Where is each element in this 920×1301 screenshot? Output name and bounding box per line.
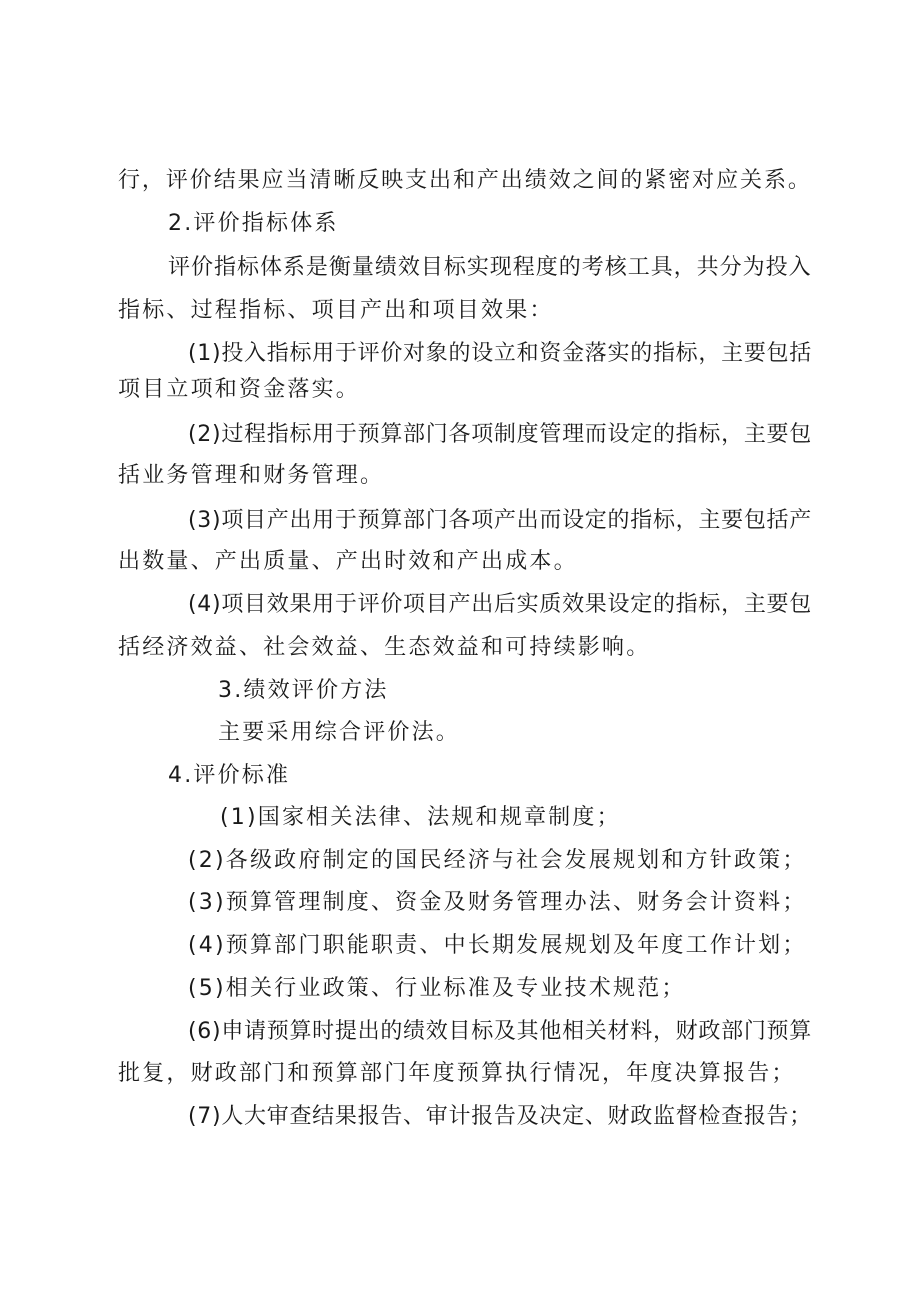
list-item: (4)项目效果用于评价项目产出后实质效果设定的指标，主要包 [188, 592, 812, 617]
list-item: (3)预算管理制度、资金及财务管理办法、财务会计资料； [188, 890, 807, 915]
list-item: (4)预算部门职能职责、中长期发展规划及年度工作计划； [188, 933, 807, 958]
list-item: (3)项目产出用于预算部门各项产出而设定的指标，主要包括产 [188, 508, 812, 533]
section-heading: 4.评价标准 [168, 763, 291, 788]
list-item: (2)各级政府制定的国民经济与社会发展规划和方针政策； [188, 848, 807, 873]
list-item: (2)过程指标用于预算部门各项制度管理而设定的指标，主要包 [188, 422, 812, 447]
paragraph-line: 行，评价结果应当清晰反映支出和产出绩效之间的紧密对应关系。 [118, 168, 812, 193]
list-item: (7)人大审查结果报告、审计报告及决定、财政监督检查报告； [188, 1104, 812, 1129]
list-item: (1)投入指标用于评价对象的设立和资金落实的指标，主要包括 [188, 341, 812, 366]
list-item: (5)相关行业政策、行业标准及专业技术规范； [188, 976, 686, 1001]
list-item: (1)国家相关法律、法规和规章制度； [220, 805, 621, 830]
list-item: (6)申请预算时提出的绩效目标及其他相关材料，财政部门预算 [188, 1019, 812, 1044]
list-item-continuation: 项目立项和资金落实。 [118, 377, 361, 402]
list-item-continuation: 出数量、产出质量、产出时效和产出成本。 [118, 549, 578, 574]
section-heading: 3.绩效评价方法 [218, 678, 389, 703]
paragraph-line: 指标、过程指标、项目产出和项目效果： [118, 298, 554, 323]
paragraph-line: 主要采用综合评价法。 [218, 720, 461, 745]
section-heading: 2.评价指标体系 [168, 211, 339, 236]
list-item-continuation: 批复，财政部门和预算部门年度预算执行情况，年度决算报告； [118, 1061, 796, 1086]
paragraph-line: 评价指标体系是衡量绩效目标实现程度的考核工具，共分为投入 [168, 255, 812, 280]
list-item-continuation: 括业务管理和财务管理。 [118, 463, 385, 488]
list-item-continuation: 括经济效益、社会效益、生态效益和可持续影响。 [118, 635, 651, 660]
